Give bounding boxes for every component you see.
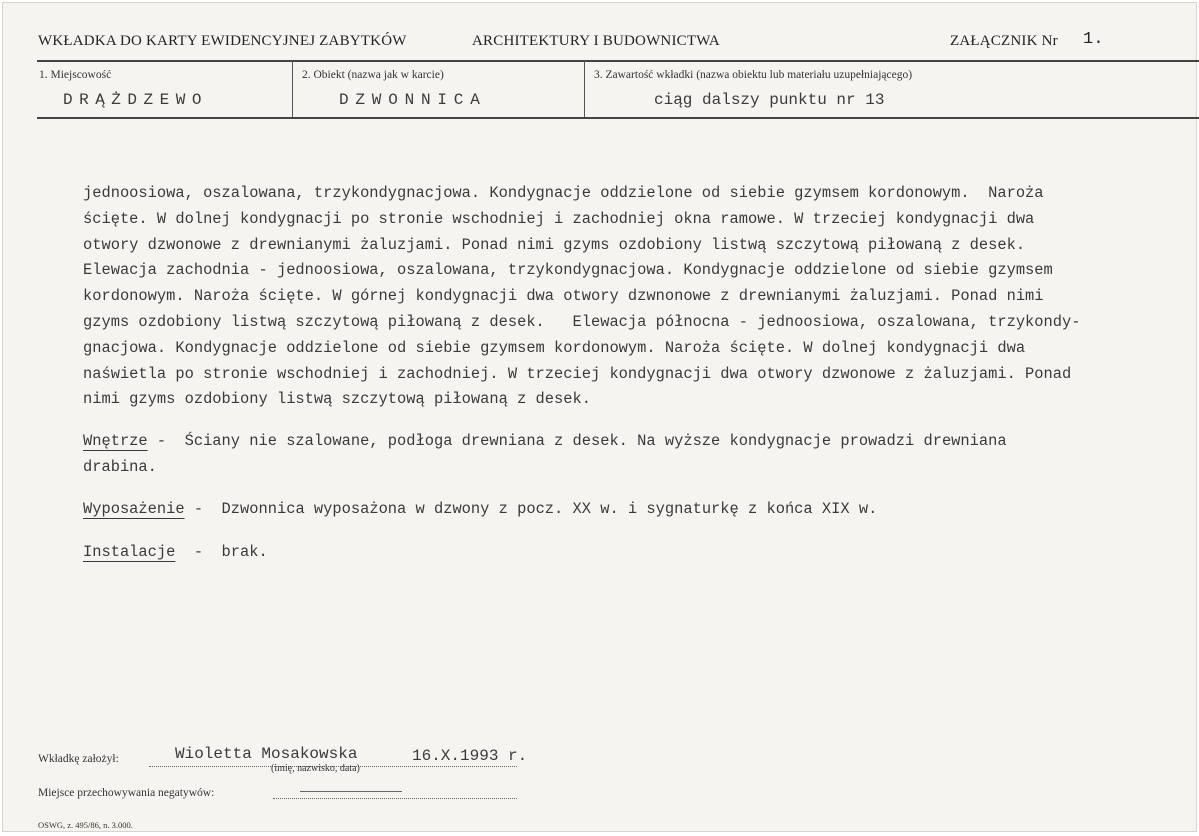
equipment-section: [83, 497, 877, 523]
locality-value: DRĄŻDZEWO: [63, 91, 208, 109]
installations-section: [83, 540, 268, 566]
equipment-heading: Wyposażenie: [83, 500, 185, 518]
body-line: ścięte. W dolnej kondygnacji po stronie wschodniej i zachodniej okna ramowe. W trzeciej kondygnacji dwa: [83, 209, 1035, 228]
object-label: 2. Obiekt (nazwa jak w karcie): [302, 69, 444, 81]
description-body: [83, 181, 1183, 413]
field-divider-1: [292, 61, 293, 117]
installations-heading: Instalacje: [83, 543, 176, 561]
body-line: gnacjowa. Kondygnacje oddzielone od siebie gzymsem kordonowym. Naroża ścięte. W dolnej kondygnacji dwa: [83, 338, 1026, 357]
body-line: otwory dzwonowe z drewnianymi żaluzjami. Ponad nimi gzyms ozdobiony listwą szczytową piłowaną z desek.: [83, 235, 1026, 254]
interior-section: [83, 429, 1007, 481]
installations-text: - brak.: [175, 543, 268, 561]
negatives-mark: [300, 791, 402, 792]
equipment-text: - Dzwonnica wyposażona w dzwony z pocz. XX w. i sygnaturkę z końca XIX w.: [184, 500, 878, 518]
content-label: 3. Zawartość wkładki (nazwa obiektu lub materiału uzupełniającego): [594, 69, 913, 81]
form-title: WKŁADKA DO KARTY EWIDENCYJNEJ ZABYTKÓW: [38, 33, 407, 49]
locality-label: 1. Miejscowość: [39, 69, 112, 81]
record-insert-card: [2, 2, 1197, 832]
body-line: kordonowym. Naroża ścięte. W górnej kondygnacji dwa otwory dzwnonowe z drewnianymi żaluzjami. Ponad nimi: [83, 287, 1044, 306]
author-date: 16.X.1993 r.: [412, 747, 528, 765]
author-hint: (imię, nazwisko, data): [271, 763, 360, 774]
interior-heading: Wnętrze: [83, 432, 148, 450]
body-line: naświetla po stronie wschodniej i zachodniej. W trzeciej kondygnacji dwa otwory dzwonowe z żaluzjami. Ponad: [83, 364, 1072, 383]
content-value: ciąg dalszy punktu nr 13: [654, 91, 885, 109]
interior-text-cont: drabina.: [83, 457, 157, 476]
header-bottom-rule: [37, 117, 1199, 119]
attachment-number: 1.: [1083, 30, 1104, 49]
author-name: Wioletta Mosakowska: [175, 745, 358, 763]
field-divider-2: [584, 61, 585, 117]
object-value: DZWONNICA: [339, 91, 487, 109]
interior-text: - Ściany nie szalowane, podłoga drewniana z desek. Na wyższe kondygnacje prowadzi drewniana: [147, 432, 1007, 450]
header-top-rule: [37, 60, 1199, 62]
form-subtitle: ARCHITEKTURY I BUDOWNICTWA: [472, 33, 720, 49]
body-line: Elewacja zachodnia - jednoosiowa, oszalowana, trzykondygnacjowa. Kondygnacje oddzielone od siebie gzymsem: [83, 261, 1053, 280]
negatives-dotted-line: [273, 798, 517, 799]
body-line: jednoosiowa, oszalowana, trzykondygnacjowa. Kondygnacje oddzielone od siebie gzymsem kordonowym. Naroża: [83, 184, 1044, 202]
body-line: gzyms ozdobiony listwą szczytową piłowaną z desek. Elewacja północna - jednoosiowa, oszalowana, trzykondy-: [83, 312, 1081, 331]
body-line: nimi gzyms ozdobiony listwą szczytową piłowaną z desek.: [83, 390, 591, 409]
author-label: Wkładkę założył:: [38, 753, 119, 765]
attachment-label: ZAŁĄCZNIK Nr: [950, 33, 1058, 49]
print-info: OSWG, z. 495/86, n. 3.000.: [38, 820, 133, 830]
negatives-label: Miejsce przechowywania negatywów:: [38, 787, 215, 799]
